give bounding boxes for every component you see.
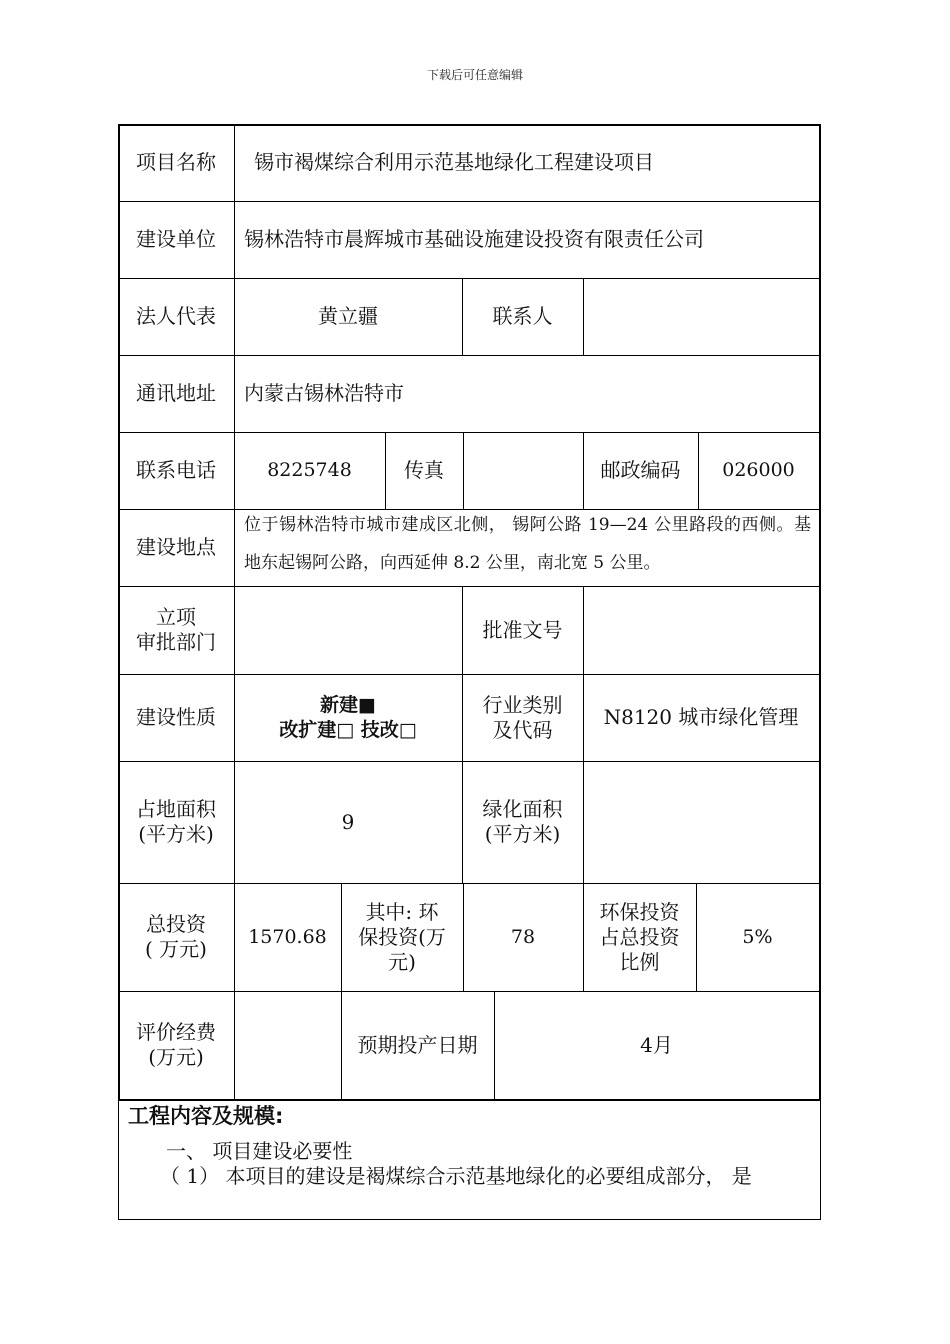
address-value: 内蒙古锡林浩特市 bbox=[244, 381, 404, 405]
nature-label: 建设性质 bbox=[136, 705, 216, 729]
industry-label: 行业类别 及代码 bbox=[482, 692, 563, 742]
expected-date-label: 预期投产日期 bbox=[357, 1032, 478, 1057]
address-label: 通讯地址 bbox=[136, 381, 216, 405]
fax-label: 传真 bbox=[404, 458, 444, 482]
builder-value: 锡林浩特市晨辉城市基础设施建设投资有限责任公司 bbox=[244, 227, 704, 251]
env-invest-value: 78 bbox=[510, 925, 536, 948]
legal-rep-value: 黄立疆 bbox=[318, 304, 378, 328]
total-invest-value: 1570.68 bbox=[248, 925, 327, 948]
content-item-1: 一、 项目建设必要性 bbox=[166, 1139, 353, 1163]
area-label: 占地面积 (平方米) bbox=[136, 797, 216, 846]
area-value: 9 bbox=[341, 809, 355, 834]
project-name-value: 锡市褐煤综合利用示范基地绿化工程建设项目 bbox=[254, 150, 654, 174]
postcode-value: 026000 bbox=[722, 459, 795, 481]
fax-value bbox=[463, 432, 583, 509]
contact-label: 联系人 bbox=[492, 304, 553, 328]
phone-label: 联系电话 bbox=[136, 458, 216, 482]
approval-no-label: 批准文号 bbox=[482, 617, 563, 642]
eval-fee-value bbox=[234, 991, 341, 1099]
site-value: 位于锡林浩特市城市建成区北侧， 锡阿公路 19—24 公里路段的西侧。基地东起锡阿公路，向西延伸 8.2 公里，南北宽 5 公里。 bbox=[244, 515, 811, 573]
legal-rep-label: 法人代表 bbox=[136, 304, 216, 328]
header-note: 下载后可任意编辑 bbox=[426, 68, 523, 82]
green-area-label: 绿化面积 (平方米) bbox=[482, 797, 563, 846]
nature-line2: 改扩建□ 技改□ bbox=[279, 718, 417, 741]
contact-value bbox=[583, 278, 819, 355]
expected-date-value: 4月 bbox=[640, 1032, 673, 1057]
approval-dept-label: 立项 审批部门 bbox=[136, 605, 216, 654]
env-ratio-label: 环保投资 占总投资 比例 bbox=[599, 899, 680, 974]
site-label: 建设地点 bbox=[136, 535, 216, 559]
env-ratio-value: 5% bbox=[742, 925, 773, 948]
env-invest-label: 其中: 环 保投资(万 元) bbox=[358, 899, 446, 974]
approval-no-value bbox=[583, 586, 819, 674]
phone-value: 8225748 bbox=[267, 459, 352, 481]
content-item-2: （ 1） 本项目的建设是褐煤综合示范基地绿化的必要组成部分， 是 bbox=[160, 1164, 752, 1188]
content-section-title: 工程内容及规模: bbox=[128, 1104, 284, 1128]
nature-value bbox=[234, 674, 462, 761]
green-area-value bbox=[583, 761, 819, 883]
project-name-label: 项目名称 bbox=[136, 150, 216, 174]
builder-label: 建设单位 bbox=[136, 227, 216, 251]
total-invest-label: 总投资 ( 万元) bbox=[145, 912, 207, 961]
eval-fee-label: 评价经费 (万元) bbox=[136, 1020, 216, 1069]
nature-line1: 新建■ bbox=[320, 693, 376, 716]
postcode-label: 邮政编码 bbox=[600, 458, 681, 482]
industry-value: N8120 城市绿化管理 bbox=[603, 705, 799, 729]
approval-dept-value bbox=[234, 586, 462, 674]
